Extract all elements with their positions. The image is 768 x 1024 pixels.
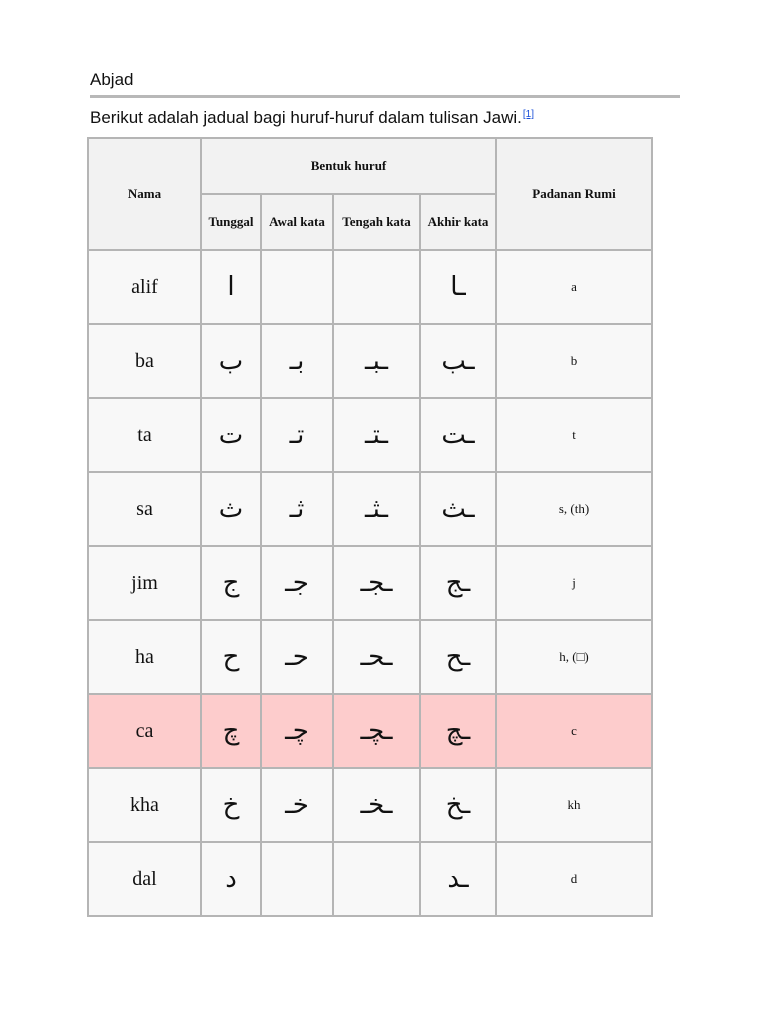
form-awal-kata: بـ bbox=[261, 324, 333, 398]
intro-text: Berikut adalah jadual bagi huruf-huruf dalam tulisan Jawi. bbox=[90, 108, 522, 127]
padanan-rumi: t bbox=[496, 398, 652, 472]
padanan-rumi: a bbox=[496, 250, 652, 324]
form-akhir-kata: ـج bbox=[420, 546, 496, 620]
header-bentuk-huruf: Bentuk huruf bbox=[201, 138, 496, 194]
table-row bbox=[88, 472, 652, 546]
letter-name: jim bbox=[88, 546, 201, 620]
header-awal-kata: Awal kata bbox=[261, 194, 333, 250]
form-tunggal: ث bbox=[201, 472, 261, 546]
padanan-rumi: c bbox=[496, 694, 652, 768]
padanan-rumi: s, (th) bbox=[496, 472, 652, 546]
padanan-rumi: h, (□) bbox=[496, 620, 652, 694]
form-tengah-kata: ـبـ bbox=[333, 324, 420, 398]
form-awal-kata bbox=[261, 250, 333, 324]
header-padanan-rumi: Padanan Rumi bbox=[496, 138, 652, 250]
section-heading: Abjad bbox=[90, 70, 680, 98]
header-nama: Nama bbox=[88, 138, 201, 250]
header-akhir-kata: Akhir kata bbox=[420, 194, 496, 250]
letter-name: kha bbox=[88, 768, 201, 842]
form-tengah-kata: ـتـ bbox=[333, 398, 420, 472]
form-tengah-kata bbox=[333, 250, 420, 324]
form-akhir-kata: ـا bbox=[420, 250, 496, 324]
form-tengah-kata: ـحـ bbox=[333, 620, 420, 694]
form-tunggal: ت bbox=[201, 398, 261, 472]
table-row bbox=[88, 620, 652, 694]
form-awal-kata: ثـ bbox=[261, 472, 333, 546]
form-akhir-kata: ـح bbox=[420, 620, 496, 694]
form-akhir-kata: ـد bbox=[420, 842, 496, 916]
header-tunggal: Tunggal bbox=[201, 194, 261, 250]
padanan-rumi: kh bbox=[496, 768, 652, 842]
form-awal-kata: خـ bbox=[261, 768, 333, 842]
form-awal-kata: چـ bbox=[261, 694, 333, 768]
form-tengah-kata bbox=[333, 842, 420, 916]
table-row bbox=[88, 842, 652, 916]
header-tengah-kata: Tengah kata bbox=[333, 194, 420, 250]
form-tengah-kata: ـچـ bbox=[333, 694, 420, 768]
table-row bbox=[88, 694, 652, 768]
form-akhir-kata: ـت bbox=[420, 398, 496, 472]
intro-paragraph bbox=[90, 108, 534, 128]
form-tunggal: خ bbox=[201, 768, 261, 842]
form-tengah-kata: ـخـ bbox=[333, 768, 420, 842]
table-row bbox=[88, 324, 652, 398]
letter-name: ca bbox=[88, 694, 201, 768]
form-awal-kata: جـ bbox=[261, 546, 333, 620]
letter-name: sa bbox=[88, 472, 201, 546]
form-awal-kata bbox=[261, 842, 333, 916]
form-akhir-kata: ـث bbox=[420, 472, 496, 546]
letter-name: alif bbox=[88, 250, 201, 324]
table-row bbox=[88, 546, 652, 620]
form-tunggal: د bbox=[201, 842, 261, 916]
form-akhir-kata: ـب bbox=[420, 324, 496, 398]
reference-link[interactable]: [1] bbox=[522, 109, 534, 120]
padanan-rumi: d bbox=[496, 842, 652, 916]
form-tengah-kata: ـجـ bbox=[333, 546, 420, 620]
form-tunggal: ا bbox=[201, 250, 261, 324]
padanan-rumi: j bbox=[496, 546, 652, 620]
form-tunggal: ج bbox=[201, 546, 261, 620]
table-row bbox=[88, 250, 652, 324]
form-akhir-kata: ـچ bbox=[420, 694, 496, 768]
letter-name: dal bbox=[88, 842, 201, 916]
form-awal-kata: تـ bbox=[261, 398, 333, 472]
form-akhir-kata: ـخ bbox=[420, 768, 496, 842]
padanan-rumi: b bbox=[496, 324, 652, 398]
form-tengah-kata: ـثـ bbox=[333, 472, 420, 546]
table-row bbox=[88, 768, 652, 842]
letter-name: ta bbox=[88, 398, 201, 472]
jawi-letters-table bbox=[87, 137, 653, 917]
form-tunggal: ب bbox=[201, 324, 261, 398]
letter-name: ba bbox=[88, 324, 201, 398]
table-row bbox=[88, 398, 652, 472]
letter-name: ha bbox=[88, 620, 201, 694]
form-tunggal: ح bbox=[201, 620, 261, 694]
form-awal-kata: حـ bbox=[261, 620, 333, 694]
form-tunggal: چ bbox=[201, 694, 261, 768]
